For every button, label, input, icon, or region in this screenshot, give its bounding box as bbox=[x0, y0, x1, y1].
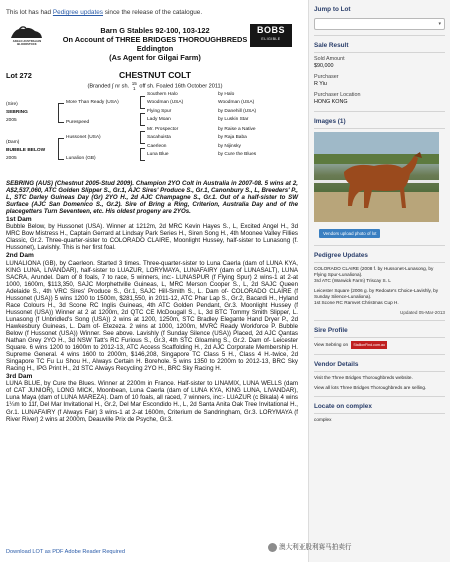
gen3-3-sire: by Danehill (USA) bbox=[218, 109, 257, 114]
second-dam-heading: 2nd Dam bbox=[6, 252, 34, 260]
gen3-4: Lady Moan bbox=[147, 117, 171, 122]
purchaser-value: R Yiu bbox=[314, 80, 327, 87]
catalogue-body bbox=[6, 180, 298, 423]
sold-amount-label: Sold Amount bbox=[314, 56, 345, 62]
gen3-4-sire: by Luskin Star bbox=[218, 117, 249, 122]
studbook-logo-text: ANGLO AUSTRALIAN BLOODSTOCK bbox=[12, 40, 42, 46]
gen3-7-sire: by Nijinsky bbox=[218, 144, 241, 149]
gen3-5-sire: by Raise a Native bbox=[218, 127, 256, 132]
brand-icon: ∫ bbox=[112, 83, 114, 90]
upload-photo-button[interactable]: Vendors upload photo of lot bbox=[319, 229, 380, 238]
stallionfind-badge[interactable]: StallionFind.com.au bbox=[353, 342, 385, 347]
update-1: COLORADO CLAIRE (2008 f. by Hussonet-Lunasong, by Flying Spur-Lunaliona). bbox=[314, 265, 434, 277]
third-dam-heading: 3rd Dam bbox=[6, 373, 33, 381]
pedigree-updates-title: Pedigree Updates bbox=[314, 251, 368, 259]
locate-complex-title: Locate on complex bbox=[314, 402, 372, 410]
brand-post: off sh. Foaled 16th October 2011) bbox=[139, 83, 223, 90]
vendor-details-title: Vendor Details bbox=[314, 360, 359, 368]
first-dam-heading: 1st Dam bbox=[6, 216, 32, 224]
sire-profile-text: View Sebring on bbox=[314, 341, 349, 347]
bobs-logo-main: BOBS bbox=[256, 25, 285, 35]
sire-dam: Purespeed bbox=[66, 120, 90, 125]
vendor-website-link[interactable]: Visit the Three Bridges Thoroughbreds website. bbox=[314, 374, 413, 380]
update-3: Leicester Square (2006 g. by Redoute's Choice-Lavishly, by Sunday Silence-Lunaliona). bbox=[314, 287, 439, 299]
updated-date: Updated 05-Mar-2013 bbox=[400, 309, 445, 315]
wechat-icon bbox=[268, 543, 277, 552]
purchaser-location-label: Purchaser Location bbox=[314, 92, 361, 99]
dam-dam: Lunalion (GB) bbox=[66, 156, 96, 161]
sale-result-title: Sale Result bbox=[314, 42, 349, 49]
header-location: Eddington bbox=[136, 44, 174, 53]
second-dam-text: LUNALIONA (GB), by Caerleon. Started 3 times. Three-quarter-sister to Luna Caerla (dam of LUNA KYA, KING LUNA, LIVANDAR), half-sister to LUAZUR, LORYMAYA, LUNAFAIRY (dam of LUNASALT), LUNA SACRA, Arundel. Dam of 8 foals, 7 to race, 5 winners, inc:- LUNASPUR (f Flying Spur) 2 wins-1 at 2-at 1000, 1600m, $113,350, SAJC Morphettville Guineas, L, MRC Merson Cooper S., L, 2d SAJC Queen Adelaide S., 4th VRC Sires' Produce S., Gr.1, SAJC Hill-Smith S., L. Dam of- COLORADO CLAIRE (f Hussonet (USA)) 5 wins 1200 to 1500m, $281,550, in 2011-12, ATC Phar Lap S., Gr.2, Bacardi H., Hyland Race Colours H., 3d Scone RC Inglis Guineas, 4th ATC Golden Pendant, Gr.3. Moonlight Hussey (f Hussonet (USA)) Winner at 2 at 1200m, 2d QTC CE McDougall S., L, 3d BTC Tommy Smith Slipper, L. Lunasong (f Unbridled's Song (USA)) 2 wins at 1200, 1250m, STC Bradley Elegante Hand Dryer P., 2d Hawkesbury Guineas, L. Dam of- Etezeza. 2 wins at 1000, 1200m, MVRC Ready Workforce P. Bubble Below (f Hussonet (USA)) Winner. See above. Lavishly (f Sunday Silence (USA)) Placed, 2d AJC Qantas Nathan Grey 2YO H., 3d NSW Tatt's RC Furious S., Gr.3, 4th STC Gloaming S., Gr.2. Dam of- Leicester Square. 6 wins 1200 to 1600m to 2012-13, ATC Access Scaffolding H., 2d AJC Corporate Membership H. Supreme General. 4 wins 1600 to 2000m, $146,208, Singapore TC Class 5 H., Class 4 H.-twice, 2d Singapore TC Fu Lu Shou H., Always Certain H. Borehole. 5 wins 1350 to 2200m to 2012-13, BRC Sky Racing H., IPG Print H., 2d STC Always Recycling 2YO H., BRC Sky Racing H. bbox=[6, 259, 298, 373]
brand-fraction: 15 1 bbox=[131, 81, 137, 91]
sire-name: SEBRING bbox=[6, 110, 28, 115]
sidebar bbox=[308, 0, 450, 562]
dam-label: (Dam) bbox=[6, 140, 20, 145]
download-pdf-link[interactable]: Download LOT as PDF Adobe Reader Required bbox=[6, 549, 125, 555]
notice-suffix: since the release of the catalogue. bbox=[104, 9, 203, 16]
gen3-6: Sacahuista bbox=[147, 135, 171, 140]
header-stables: Barn G Stables 92-100, 103-122 bbox=[100, 26, 210, 35]
brand-pre: (Branded bbox=[87, 83, 111, 90]
sire-profile-row bbox=[309, 341, 450, 349]
sire-year: 2005 bbox=[6, 118, 17, 123]
horse-title: CHESTNUT COLT bbox=[119, 70, 191, 80]
brand-line bbox=[40, 81, 270, 91]
gen3-3: Flying Spur bbox=[147, 109, 172, 114]
dam-name: BUBBLE BELOW bbox=[6, 148, 46, 153]
chevron-down-icon: ▾ bbox=[438, 21, 441, 27]
third-dam-text: LUNA BLUE, by Cure the Blues. Winner at 2200m in France. Half-sister to LINAMIX, LUNA WELLS (dam of CAT JUNIOR), LONG MICK, Moonbean, Luna Caerla (dam of LUNA KYA, KING LUNA, LIVANDAR), Luna Maya (dam of LUNA MAREZA). Dam of 10 foals, all raced, 7 winners, inc:- LUAZUR (c Bikala) 4 wins 1¼m to 11f, Del Mar Invitational H., Gr.2, Del Mar Escondido H., L, 2d Santa Anita Oak Tree Invitational H., Gr.1. LUNAFAIRY (f Always Fair) 3 wins-1 at 2-at 1600m, Criterium de Sandringham, Gr.3. LORYMAYA (f River River) 2 wins at 2000m, Deauville Prix de Psyche, Gr.3. bbox=[6, 380, 298, 423]
gen3-6-sire: by Raja Baba bbox=[218, 135, 247, 140]
gen3-8-sire: by Cure the Blues bbox=[218, 152, 257, 157]
jump-to-lot-title: Jump to Lot bbox=[314, 6, 351, 13]
update-notice bbox=[6, 9, 202, 16]
update-2: 3rd ATC (Warwick Farm) Triscay S. L bbox=[314, 277, 391, 283]
gen3-1: Southern Halo bbox=[147, 92, 178, 97]
header-agent: (As Agent for Gilgai Farm) bbox=[109, 53, 201, 62]
brand-mid: nr sh. bbox=[115, 83, 130, 90]
watermark-text: 澳大利亚股利赛马拍卖行 bbox=[279, 544, 352, 551]
pedigree-updates-link[interactable]: Pedigree updates bbox=[52, 9, 104, 16]
gen3-2: Woodman (USA) bbox=[147, 100, 184, 105]
first-dam-text: Bubble Below, by Hussonet (USA). Winner at 1212m, 2d MRC Kevin Hayes S., L, Excited Angel H., 3d MRC Bow Mistress H., Captain Gerrard at Lindsay Park Series H., Siren Song H., 4th Moonee Valley Fillies Classic, Gr.2. Three-quarter-sister to COLORADO CLAIRE, Moonlight Hussey, half-sister to Lunasong (f. Hussonet), Lavishly. This is her first foal. bbox=[6, 223, 298, 252]
sire-paragraph: SEBRING (AUS) (Chestnut 2005-Stud 2009). Champion 2YO Colt in Australia in 2007-08. 5 wins at 2, A$2,537,060, ATC Golden Slipper S., Gr.1, AJC Sires' Produce S., Gr.1, Canonbury S., L, Breeders' P., L, STC Darley Guineas Day (Gr) 2YO H., 2d AJC Champagne S., Gr.1. Out of a half-sister to SW Surface (AJC San Domenico S., Gr.2). Sire of Bring a Ring, Criterion, Australia Day and of the placegetters Turn Seventeen, etc. His oldest progeny are 2YOs. bbox=[6, 180, 298, 216]
sire-sire: More Than Ready (USA) bbox=[66, 100, 119, 105]
notice-prefix: This lot has had bbox=[6, 9, 52, 16]
sire-label: (Sire) bbox=[6, 102, 18, 107]
purchaser-label: Purchaser bbox=[314, 74, 339, 81]
bobs-logo-sub: ELIGIBLE bbox=[261, 37, 281, 41]
vendor-lots-link[interactable]: View all lots Three Bridges Thoroughbreds are selling. bbox=[314, 384, 427, 390]
gen3-5: Mr. Prospector bbox=[147, 127, 179, 132]
complex-link[interactable]: complex bbox=[314, 416, 332, 422]
dam-year: 2005 bbox=[6, 156, 17, 161]
wechat-watermark bbox=[268, 541, 352, 552]
gen3-2-sire: Woodman (USA) bbox=[218, 100, 255, 105]
sire-profile-title: Sire Profile bbox=[314, 326, 348, 334]
update-4: 1st Scone RC Ramvet Christmas Cup H. bbox=[314, 299, 399, 305]
sold-amount-value: $90,000 bbox=[314, 62, 334, 69]
images-title: Images (1) bbox=[314, 117, 346, 125]
gen3-7: Caerleon bbox=[147, 144, 167, 149]
gen3-8: Luna Blue bbox=[147, 152, 169, 157]
header-vendor: On Account of THREE BRIDGES THOROUGHBREDS bbox=[62, 35, 248, 44]
purchaser-location-value: HONG KONG bbox=[314, 98, 348, 105]
lot-number: Lot 272 bbox=[6, 71, 32, 80]
dam-sire: Hussonet (USA) bbox=[66, 135, 101, 140]
jump-to-lot-select[interactable] bbox=[314, 18, 445, 30]
gen3-1-sire: by Halo bbox=[218, 92, 235, 97]
horse-photo[interactable] bbox=[314, 132, 439, 222]
